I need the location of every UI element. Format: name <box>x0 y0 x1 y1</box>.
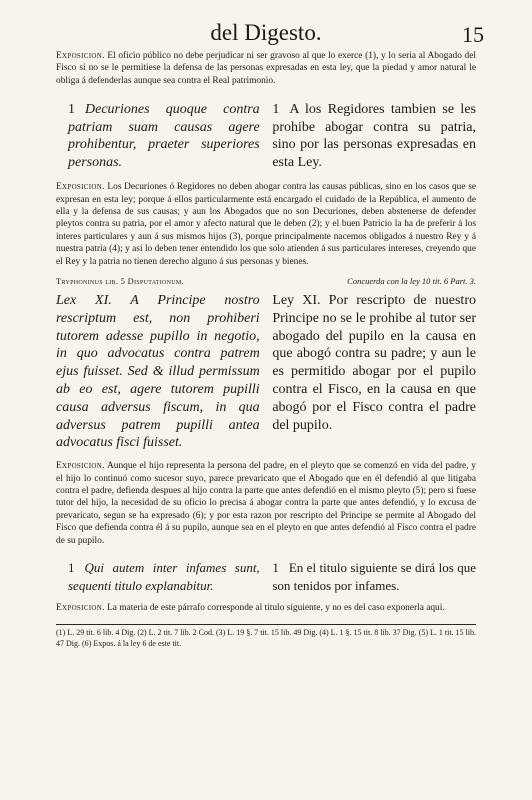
section-decuriones <box>56 101 476 171</box>
running-title: del Digesto. <box>210 20 322 45</box>
section-number: 1 <box>272 102 280 118</box>
exposicion-label: Exposicion. <box>56 182 105 193</box>
concordance-citation: Concuerda con la ley 10 tit. 6 Part. 3. <box>347 276 476 287</box>
footnotes: (1) L. 29 tit. 6 lib. 4 Dig. (2) L. 2 tit. 7 lib. 2 Cod. (3) L. 19 §. 7 tit. 15 lib. 49 Dig. (4) L. 1 §. 15 tit. 8 lib. 37 Dig. (5) L. 1 tit. 15 lib. 47 Dig. (6) Expos. á la ley 6 de este tit. <box>56 628 476 648</box>
source-line <box>56 276 476 286</box>
spanish-column <box>272 559 476 594</box>
lex-latin-text: Lex XI. A Principe nostro rescriptum est, non prohiberi tutorem adesse pupillo in negotio, in quo advocatus contra patrem ejus fuisset. Sed & illud permissum ab eo est, agere tutorem pupilli causa adversus fiscum, in qua adversus patrem pupilli antea advocatus fisci fuisset. <box>56 293 260 451</box>
latin-text: Decuriones quoque contra patriam suam causas agere prohibentur, praeter superiores personas. <box>68 102 260 170</box>
book-page <box>56 20 484 657</box>
exposicion-paragraph-1 <box>56 50 476 87</box>
section-number: 1 <box>68 102 75 118</box>
spanish-column <box>272 101 476 171</box>
lex-xi <box>56 292 476 452</box>
latin-column <box>56 101 260 171</box>
exposicion-paragraph-4 <box>56 602 476 614</box>
lex-spanish-text: Ley XI. Por rescripto de nuestro Principe no se le prohibe al tutor ser abogado del pupilo en la causa en que abogó contra su padre; y aun le es permitido abogar por el pupilo contra el Fisco, en la causa en que abogó por el Fisco contra el padre del pupilo. <box>272 293 476 433</box>
exposicion-label: Exposicion. <box>56 51 105 61</box>
spanish-text: En el titulo siguiente se dirá los que son tenidos por infames. <box>272 560 476 593</box>
exposicion-label: Exposicion. <box>56 603 105 614</box>
page-header <box>56 20 484 50</box>
exposicion-text-4: La materia de este párrafo corresponde al titulo siguiente, y no es del caso exponerla aqui. <box>107 603 445 614</box>
spanish-text: A los Regidores tambien se les prohibe abogar contra su patria, sino por las personas expresadas en esta Ley. <box>272 102 476 170</box>
page-number: 15 <box>462 22 484 47</box>
exposicion-text-1: El oficio público no debe perjudicar ni ser gravoso al que lo exerce (1), y lo seria al Abogado del Fisco si no se le permitiese la defensa de las personas expresadas en esta ley, que la piedad y amor natural le obliga á defenderlas aunque sea contra el Real patrimonio. <box>56 51 477 86</box>
latin-text: Qui autem inter infames sunt, sequenti titulo explanabitur. <box>68 560 260 593</box>
section-number: 1 <box>68 560 75 576</box>
footnote-divider <box>56 624 476 625</box>
source-citation: Tryphoninus lib. 5 Disputationum. <box>56 276 184 287</box>
latin-column <box>56 559 260 594</box>
exposicion-text-3: Aunque el hijo representa la persona del padre, en el pleyto que se comenzó en vida del padre, y el hijo lo continuó como sucesor suyo, parece prevaricato que el Abogado que en él defendió al que litigaba contra el padre, defienda despues al hijo contra la parte que antes defendió en el mismo pleyto (5); pero si fuese tutor del hijo, la necesidad de su oficio lo precisa á abogar contra la parte que antes defendió, y lo excusa de prevaricato, segun se ha expresado (6); y por esta razon por rescripto del Principe se permite al Abogado del Fisco que defienda contra él á su pupilo, aunque sea en el pleyto en que antes defendió al Fisco contra el padre de su pupilo. <box>56 461 476 546</box>
exposicion-label: Exposicion. <box>56 461 105 472</box>
exposicion-text-2: Los Decuriones ó Regidores no deben abogar contra las causas públicas, sino en los casos que se expresan en esta ley; porque á ellos particularmente está encargado el cuidado de la República, el aumento de ella y la defensa de sus causas; y aun los Abogados que no son Decuriones, deben abstenerse de defender pleytos contra su patria, por el amor y afecto natural que le deben (2); y el buen Patricio la ha de preferir á los interes particulares y aun á sus mismos hijos (3), porque principalmente nacemos obligados á nuestro Rey y á nuestra patria (4); y así lo deben tener entendido los que solo atienden á sus particulares intereses, creyendo que el Rey y la patria no tienen derecho alguno á sus personas y bienes. <box>56 182 476 267</box>
section-infames <box>56 559 476 594</box>
exposicion-paragraph-3 <box>56 460 476 547</box>
exposicion-paragraph-2 <box>56 181 476 268</box>
section-number: 1 <box>272 560 279 576</box>
